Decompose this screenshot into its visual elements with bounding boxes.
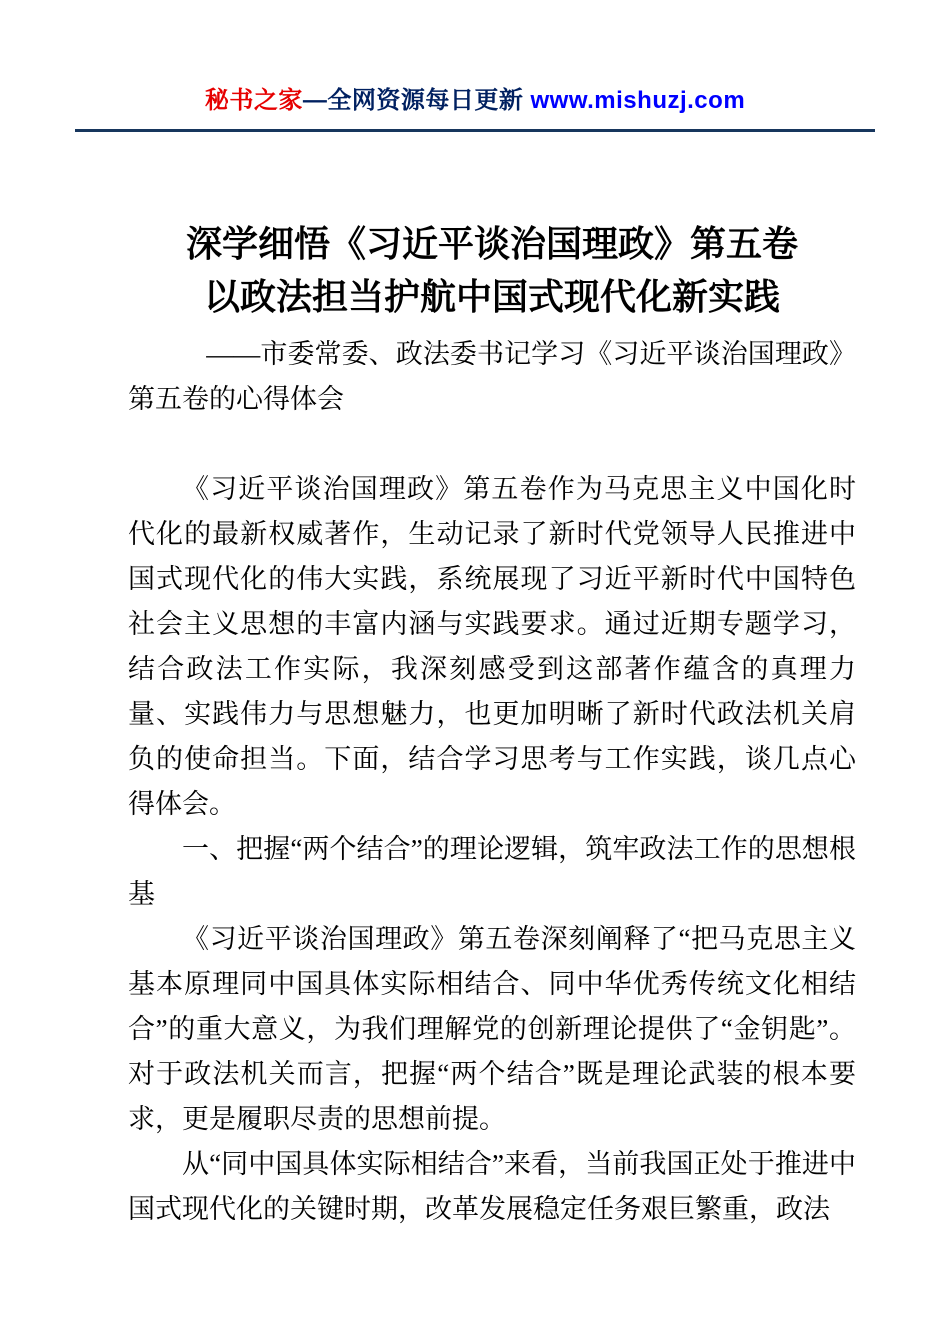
paragraph-section1-continued: 从“同中国具体实际相结合”来看，当前我国正处于推进中国式现代化的关键时期，改革发展稳定任务艰巨繁重，政法 [128,1149,856,1224]
paragraph-section1-body: 《习近平谈治国理政》第五卷深刻阐释了“把马克思主义基本原理同中国具体实际相结合、同中华优秀传统文化相结合”的重大意义，为我们理解党的创新理论提供了“金钥匙”。对于政法机关而言，把握“两个结合”既是理论武装的根本要求，更是履职尽责的思想前提。 [128,924,856,1134]
paragraph-intro: 《习近平谈治国理政》第五卷作为马克思主义中国化时代化的最新权威著作，生动记录了新时代党领导人民推进中国式现代化的伟大实践，系统展现了习近平新时代中国特色社会主义思想的丰富内涵与实践要求。通过近期专题学习，结合政法工作实际，我深刻感受到这部著作蕴含的真理力量、实践伟力与思想魅力，也更加明晰了新时代政法机关肩负的使命担当。下面，结合学习思考与工作实践，谈几点心得体会。 [128,474,856,819]
site-header [75,80,875,132]
doc-subtitle: ——市委常委、政法委书记学习《习近平谈治国理政》第五卷的心得体会 [128,339,856,414]
doc-title-line2: 以政法担当护航中国式现代化新实践 [203,277,780,317]
doc-title [128,218,856,324]
site-brand: 秘书之家 [204,87,303,114]
site-url-link[interactable]: www.mishuzj.com [530,87,746,114]
section-heading-1: 一、把握“两个结合”的理论逻辑，筑牢政法工作的思想根基 [128,834,856,909]
site-tagline: —全网资源每日更新 [302,87,531,114]
doc-title-line1: 深学细悟《习近平谈治国理政》第五卷 [185,224,798,264]
